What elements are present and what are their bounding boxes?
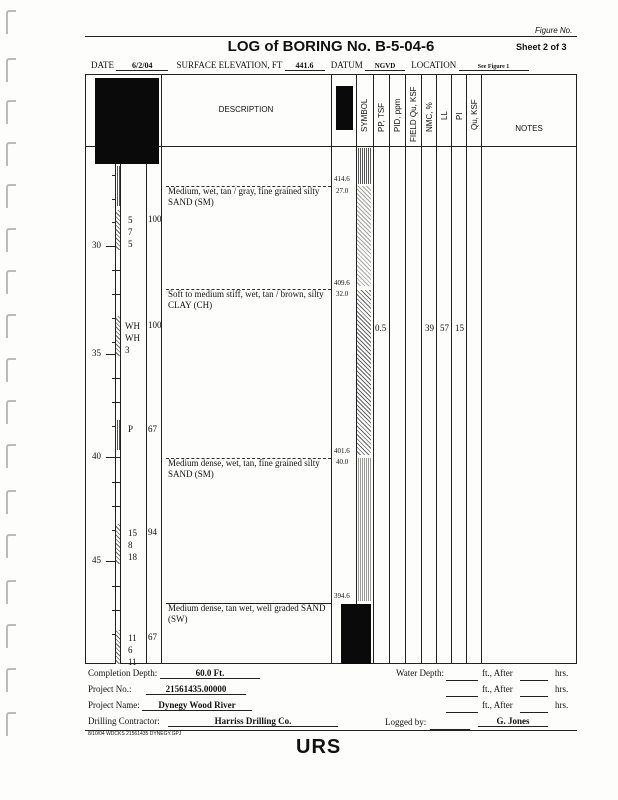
depth-label: 35 [92, 348, 101, 358]
completion-label: Completion Depth: [88, 668, 158, 678]
sample-interval [116, 316, 120, 356]
stratum-description: Medium dense, tan wet, well graded SAND (SW) [168, 603, 326, 624]
redacted-symbol-block [341, 604, 371, 664]
header-info-row [91, 60, 577, 71]
stratum-symbol-clay [357, 290, 371, 455]
hrs-label-1: hrs. [555, 668, 569, 678]
sample-blows: 5 7 5 [128, 215, 133, 249]
hrs-label-3: hrs. [555, 700, 569, 710]
pi-header: PI [455, 112, 464, 120]
urs-logo: URS [296, 736, 342, 758]
after-label-3: ft., After [482, 700, 513, 710]
nmc-value: 39 [425, 323, 434, 333]
stratum-elevation: 409.6 [334, 279, 350, 287]
notes-header: NOTES [515, 124, 543, 133]
redacted-column-block [336, 86, 353, 130]
stratum-depth: 27.0 [336, 187, 349, 195]
completion-value: 60.0 Ft. [160, 668, 260, 679]
after-label-1: ft., After [482, 668, 513, 678]
depth-label: 30 [92, 240, 101, 250]
datum-value: NGVD [365, 62, 405, 71]
stratum-symbol-sand [357, 148, 371, 184]
elevation-value: 441.6 [285, 61, 325, 71]
description-header: DESCRIPTION [218, 105, 274, 114]
sample-recovery: 94 [148, 527, 157, 537]
date-label: DATE [91, 60, 114, 70]
project-name-label: Project Name: [88, 700, 140, 710]
stratum-elevation: 401.6 [334, 447, 350, 455]
ll-header: LL [440, 111, 449, 120]
sheet-number: Sheet 2 of 3 [516, 42, 567, 52]
depth-label: 40 [92, 451, 101, 461]
stratum-depth: 40.0 [336, 458, 349, 466]
sample-blows: 11 6 11 [128, 633, 137, 667]
logged-by-label: Logged by: [385, 717, 427, 727]
pi-value: 15 [455, 323, 464, 333]
project-no-label: Project No.: [88, 684, 132, 694]
field-qu-header: FIELD Qu, KSF [409, 86, 418, 142]
contractor-label: Drilling Contractor: [88, 716, 160, 726]
date-value: 6/2/04 [116, 61, 168, 71]
pid-header: PID, ppm [393, 98, 402, 132]
datum-label: DATUM [330, 60, 363, 70]
water-depth-label: Water Depth: [396, 668, 445, 678]
stratum-elevation: 394.6 [334, 592, 350, 600]
stratum-symbol-sand [357, 186, 371, 286]
stratum-description: Medium dense, wet, tan, fine grained silty SAND (SM) [168, 458, 320, 479]
sample-blows: 15 8 18 [128, 528, 137, 562]
file-reference: 8/10/04 WDCKS 21561435 DYNEGY.GPJ [88, 731, 182, 737]
elevation-label: SURFACE ELEVATION, FT [176, 60, 283, 70]
sample-blows: P [128, 424, 134, 434]
sample-interval [116, 630, 120, 664]
page-title: LOG of BORING No. B-5-04-6 [227, 38, 435, 55]
contractor-value: Harriss Drilling Co. [168, 716, 338, 727]
sample-recovery: 100 [148, 214, 162, 224]
sample-recovery: 67 [148, 632, 157, 642]
sample-interval [116, 166, 120, 206]
stratum-description: Medium, wet, tan / gray, fine grained silty SAND (SM) [168, 186, 320, 207]
ll-value: 57 [440, 323, 449, 333]
sample-recovery: 67 [148, 424, 157, 434]
sample-blows: WH WH 3 [125, 321, 140, 355]
symbol-header: SYMBOL [360, 98, 369, 132]
logged-by-value: G. Jones [478, 716, 548, 727]
location-label: LOCATION [411, 60, 457, 70]
pp-header: PP, TSF [377, 102, 386, 132]
project-name-value: Dynegy Wood River [142, 700, 252, 711]
redacted-header-block [95, 78, 159, 164]
depth-label: 45 [92, 555, 101, 565]
stratum-symbol-sand [357, 458, 371, 601]
location-value: See Figure 1 [459, 64, 529, 71]
stratum-elevation: 414.6 [334, 175, 350, 183]
sample-interval [116, 524, 120, 564]
stratum-depth: 32.0 [336, 290, 349, 298]
sample-recovery: 100 [148, 320, 162, 330]
after-label-2: ft., After [482, 684, 513, 694]
pp-value: 0.5 [375, 323, 387, 333]
figure-label: Figure No. [535, 26, 573, 35]
hrs-label-2: hrs. [555, 684, 569, 694]
sample-interval [116, 210, 120, 250]
qu-header: Qu, KSF [470, 99, 479, 130]
stratum-description: Soft to medium stiff, wet, tan / brown, silty CLAY (CH) [168, 289, 324, 310]
sample-interval [116, 420, 120, 450]
project-no-value: 21561435.00000 [146, 684, 246, 695]
nmc-header: NMC, % [425, 102, 434, 132]
